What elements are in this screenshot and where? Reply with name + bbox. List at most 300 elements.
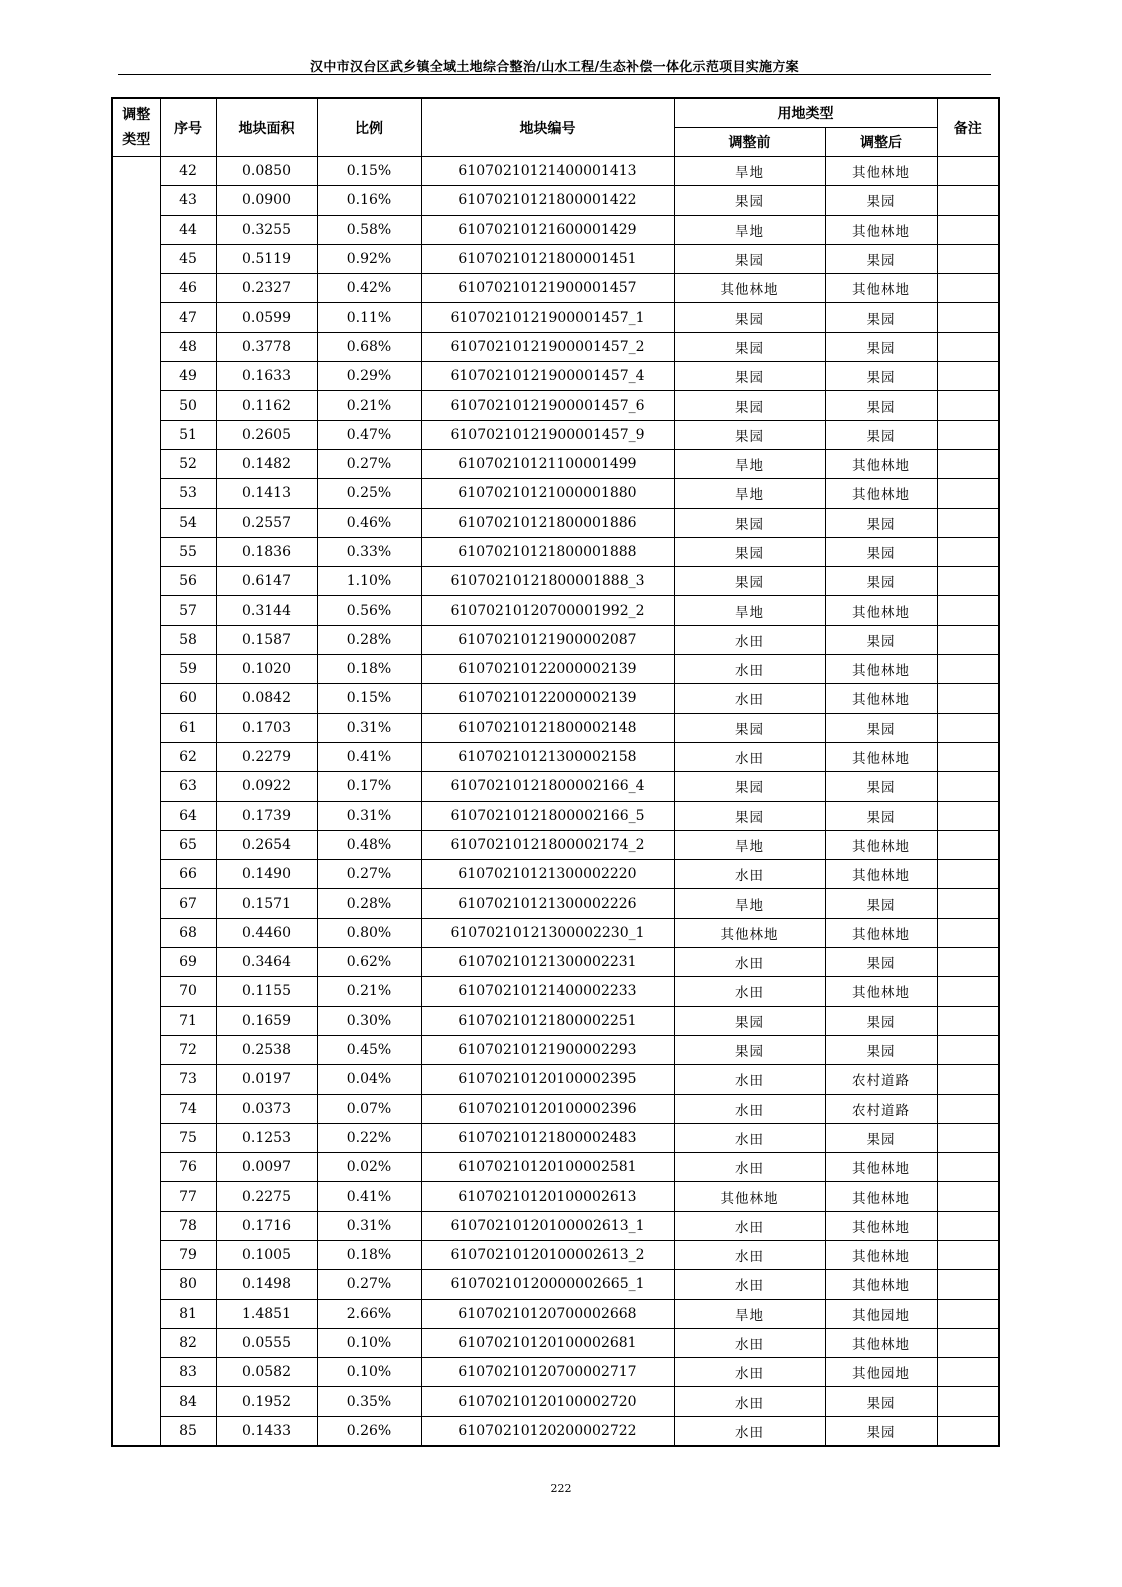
cell-ratio: 0.92%: [317, 244, 421, 273]
cell-ratio: 0.18%: [317, 1240, 421, 1269]
cell-before: 果园: [674, 244, 825, 273]
cell-ratio: 0.25%: [317, 479, 421, 508]
cell-area: 0.2557: [216, 508, 317, 537]
cell-area: 0.6147: [216, 567, 317, 596]
cell-ratio: 0.21%: [317, 391, 421, 420]
cell-seq: 54: [160, 508, 216, 537]
table-row: [112, 391, 999, 420]
cell-ratio: 0.46%: [317, 508, 421, 537]
table-row: [112, 1240, 999, 1269]
cell-after: 其他林地: [825, 684, 937, 713]
cell-plot-id: 61070210121800001886: [421, 508, 674, 537]
cell-before: 果园: [674, 713, 825, 742]
cell-area: 0.2538: [216, 1035, 317, 1064]
cell-ratio: 0.35%: [317, 1387, 421, 1416]
cell-before: 果园: [674, 508, 825, 537]
cell-area: 0.0850: [216, 157, 317, 186]
table-row: [112, 772, 999, 801]
cell-plot-id: 61070210121800002166_5: [421, 801, 674, 830]
cell-after: 果园: [825, 332, 937, 361]
cell-plot-id: 61070210121300002230_1: [421, 918, 674, 947]
cell-before: 水田: [674, 860, 825, 889]
cell-before: 水田: [674, 655, 825, 684]
cell-plot-id: 61070210120200002722: [421, 1416, 674, 1445]
cell-after: 果园: [825, 713, 937, 742]
cell-ratio: 0.26%: [317, 1416, 421, 1445]
cell-plot-id: 61070210120100002720: [421, 1387, 674, 1416]
page-header-title: 汉中市汉台区武乡镇全域土地综合整治/山水工程/生态补偿一体化示范项目实施方案: [310, 60, 799, 75]
cell-after: 果园: [825, 772, 937, 801]
cell-after: 其他林地: [825, 157, 937, 186]
cell-ratio: 0.31%: [317, 1211, 421, 1240]
cell-before: 其他林地: [674, 274, 825, 303]
cell-ratio: 0.15%: [317, 684, 421, 713]
cell-area: 0.2275: [216, 1182, 317, 1211]
cell-ratio: 0.42%: [317, 274, 421, 303]
table-row: [112, 1211, 999, 1240]
cell-area: 0.1155: [216, 977, 317, 1006]
cell-before: 水田: [674, 684, 825, 713]
cell-area: 0.1836: [216, 537, 317, 566]
cell-seq: 57: [160, 596, 216, 625]
header-before: 调整前: [674, 128, 825, 157]
cell-after: 果园: [825, 1123, 937, 1152]
cell-seq: 79: [160, 1240, 216, 1269]
cell-ratio: 0.80%: [317, 918, 421, 947]
cell-area: 0.0900: [216, 186, 317, 215]
cell-note: [937, 537, 999, 566]
cell-note: [937, 596, 999, 625]
cell-area: 0.1703: [216, 713, 317, 742]
cell-before: 水田: [674, 977, 825, 1006]
cell-plot-id: 61070210121900002293: [421, 1035, 674, 1064]
cell-before: 旱地: [674, 830, 825, 859]
cell-before: 果园: [674, 420, 825, 449]
cell-note: [937, 449, 999, 478]
cell-note: [937, 1035, 999, 1064]
cell-seq: 77: [160, 1182, 216, 1211]
cell-plot-id: 61070210120100002395: [421, 1065, 674, 1094]
cell-after: 果园: [825, 567, 937, 596]
table-row: [112, 567, 999, 596]
table-row: [112, 274, 999, 303]
cell-seq: 58: [160, 625, 216, 654]
cell-area: 0.2605: [216, 420, 317, 449]
cell-seq: 60: [160, 684, 216, 713]
cell-area: 0.1482: [216, 449, 317, 478]
cell-after: 其他林地: [825, 977, 937, 1006]
cell-area: 0.1587: [216, 625, 317, 654]
cell-note: [937, 215, 999, 244]
cell-note: [937, 1270, 999, 1299]
cell-note: [937, 772, 999, 801]
cell-seq: 44: [160, 215, 216, 244]
cell-note: [937, 362, 999, 391]
table-row: [112, 157, 999, 186]
cell-note: [937, 1240, 999, 1269]
table-row: [112, 303, 999, 332]
table-row: [112, 948, 999, 977]
cell-after: 果园: [825, 1006, 937, 1035]
table-row: [112, 1094, 999, 1123]
cell-seq: 46: [160, 274, 216, 303]
cell-seq: 62: [160, 742, 216, 771]
cell-after: 果园: [825, 362, 937, 391]
cell-note: [937, 1006, 999, 1035]
cell-ratio: 0.16%: [317, 186, 421, 215]
cell-seq: 65: [160, 830, 216, 859]
cell-note: [937, 713, 999, 742]
cell-ratio: 0.41%: [317, 1182, 421, 1211]
cell-plot-id: 61070210121900001457_4: [421, 362, 674, 391]
cell-plot-id: 61070210121100001499: [421, 449, 674, 478]
cell-after: 其他林地: [825, 1153, 937, 1182]
cell-seq: 72: [160, 1035, 216, 1064]
table-row: [112, 625, 999, 654]
cell-note: [937, 948, 999, 977]
cell-plot-id: 61070210121900001457_1: [421, 303, 674, 332]
cell-after: 果园: [825, 1035, 937, 1064]
cell-ratio: 0.10%: [317, 1358, 421, 1387]
table-row: [112, 977, 999, 1006]
cell-before: 水田: [674, 1153, 825, 1182]
table-row: [112, 362, 999, 391]
header-area: 地块面积: [216, 98, 317, 157]
cell-note: [937, 655, 999, 684]
cell-ratio: 0.62%: [317, 948, 421, 977]
cell-before: 果园: [674, 303, 825, 332]
cell-plot-id: 61070210122000002139: [421, 684, 674, 713]
cell-after: 其他林地: [825, 449, 937, 478]
cell-ratio: 0.22%: [317, 1123, 421, 1152]
cell-ratio: 0.56%: [317, 596, 421, 625]
cell-note: [937, 1387, 999, 1416]
cell-plot-id: 61070210121800002166_4: [421, 772, 674, 801]
table-row: [112, 830, 999, 859]
cell-after: 其他园地: [825, 1358, 937, 1387]
cell-after: 其他林地: [825, 274, 937, 303]
cell-ratio: 0.45%: [317, 1035, 421, 1064]
cell-seq: 52: [160, 449, 216, 478]
cell-before: 旱地: [674, 157, 825, 186]
cell-ratio: 0.28%: [317, 889, 421, 918]
cell-ratio: 1.10%: [317, 567, 421, 596]
cell-plot-id: 61070210121800001422: [421, 186, 674, 215]
cell-note: [937, 1299, 999, 1328]
table-row: [112, 332, 999, 361]
cell-note: [937, 742, 999, 771]
cell-seq: 71: [160, 1006, 216, 1035]
cell-before: 果园: [674, 186, 825, 215]
cell-ratio: 0.10%: [317, 1328, 421, 1357]
table-row: [112, 449, 999, 478]
cell-seq: 63: [160, 772, 216, 801]
cell-area: 0.1716: [216, 1211, 317, 1240]
table-body: [112, 157, 999, 1446]
header-plot-id: 地块编号: [421, 98, 674, 157]
cell-before: 水田: [674, 742, 825, 771]
cell-plot-id: 61070210120100002613_2: [421, 1240, 674, 1269]
cell-note: [937, 244, 999, 273]
cell-area: 0.2327: [216, 274, 317, 303]
cell-seq: 70: [160, 977, 216, 1006]
cell-before: 水田: [674, 948, 825, 977]
cell-before: 果园: [674, 801, 825, 830]
cell-after: 果园: [825, 244, 937, 273]
cell-plot-id: 61070210121800001451: [421, 244, 674, 273]
cell-ratio: 0.58%: [317, 215, 421, 244]
cell-seq: 78: [160, 1211, 216, 1240]
cell-ratio: 0.07%: [317, 1094, 421, 1123]
cell-note: [937, 1182, 999, 1211]
cell-ratio: 0.68%: [317, 332, 421, 361]
cell-seq: 80: [160, 1270, 216, 1299]
cell-before: 果园: [674, 332, 825, 361]
cell-seq: 43: [160, 186, 216, 215]
cell-ratio: 0.27%: [317, 449, 421, 478]
cell-before: 果园: [674, 537, 825, 566]
cell-ratio: 0.41%: [317, 742, 421, 771]
cell-ratio: 0.31%: [317, 801, 421, 830]
cell-seq: 48: [160, 332, 216, 361]
cell-adjust-type: [112, 157, 160, 1446]
cell-after: 果园: [825, 1416, 937, 1445]
cell-plot-id: 61070210121800001888_3: [421, 567, 674, 596]
cell-seq: 74: [160, 1094, 216, 1123]
cell-note: [937, 332, 999, 361]
cell-area: 0.1020: [216, 655, 317, 684]
table-row: [112, 479, 999, 508]
cell-area: 0.0599: [216, 303, 317, 332]
header-after: 调整后: [825, 128, 937, 157]
cell-plot-id: 61070210121900002087: [421, 625, 674, 654]
cell-area: 0.1490: [216, 860, 317, 889]
cell-after: 果园: [825, 801, 937, 830]
cell-plot-id: 61070210121900001457_9: [421, 420, 674, 449]
cell-after: 其他园地: [825, 1299, 937, 1328]
cell-plot-id: 61070210121600001429: [421, 215, 674, 244]
cell-after: 其他林地: [825, 918, 937, 947]
cell-seq: 73: [160, 1065, 216, 1094]
cell-ratio: 0.21%: [317, 977, 421, 1006]
cell-after: 其他林地: [825, 215, 937, 244]
table-row: [112, 655, 999, 684]
cell-before: 果园: [674, 391, 825, 420]
header-ratio: 比例: [317, 98, 421, 157]
cell-seq: 59: [160, 655, 216, 684]
cell-plot-id: 61070210121400002233: [421, 977, 674, 1006]
cell-ratio: 0.15%: [317, 157, 421, 186]
cell-seq: 61: [160, 713, 216, 742]
cell-seq: 45: [160, 244, 216, 273]
table-row: [112, 1387, 999, 1416]
cell-seq: 84: [160, 1387, 216, 1416]
cell-area: 0.1739: [216, 801, 317, 830]
cell-plot-id: 61070210121900001457: [421, 274, 674, 303]
cell-before: 水田: [674, 1416, 825, 1445]
cell-before: 水田: [674, 1094, 825, 1123]
cell-before: 旱地: [674, 1299, 825, 1328]
table-row: [112, 684, 999, 713]
cell-plot-id: 61070210122000002139: [421, 655, 674, 684]
cell-after: 果园: [825, 537, 937, 566]
cell-note: [937, 157, 999, 186]
cell-after: 其他林地: [825, 655, 937, 684]
cell-before: 旱地: [674, 596, 825, 625]
cell-note: [937, 1065, 999, 1094]
cell-before: 旱地: [674, 479, 825, 508]
cell-ratio: 0.31%: [317, 713, 421, 742]
cell-plot-id: 61070210121900001457_6: [421, 391, 674, 420]
cell-note: [937, 1358, 999, 1387]
cell-ratio: 0.28%: [317, 625, 421, 654]
cell-note: [937, 420, 999, 449]
cell-before: 水田: [674, 1270, 825, 1299]
cell-seq: 82: [160, 1328, 216, 1357]
cell-note: [937, 860, 999, 889]
cell-after: 其他林地: [825, 860, 937, 889]
cell-note: [937, 1094, 999, 1123]
cell-seq: 67: [160, 889, 216, 918]
cell-after: 其他林地: [825, 1328, 937, 1357]
cell-seq: 83: [160, 1358, 216, 1387]
cell-area: 0.1005: [216, 1240, 317, 1269]
cell-after: 其他林地: [825, 1182, 937, 1211]
cell-before: 果园: [674, 567, 825, 596]
cell-after: 其他林地: [825, 1270, 937, 1299]
cell-plot-id: 61070210121300002226: [421, 889, 674, 918]
cell-area: 0.1659: [216, 1006, 317, 1035]
land-adjustment-table: [111, 97, 1000, 1447]
cell-note: [937, 391, 999, 420]
cell-plot-id: 61070210121300002158: [421, 742, 674, 771]
cell-plot-id: 61070210121800002483: [421, 1123, 674, 1152]
cell-plot-id: 61070210121900001457_2: [421, 332, 674, 361]
cell-ratio: 0.17%: [317, 772, 421, 801]
cell-area: 0.0097: [216, 1153, 317, 1182]
table-row: [112, 713, 999, 742]
cell-plot-id: 61070210121000001880: [421, 479, 674, 508]
cell-area: 0.0197: [216, 1065, 317, 1094]
header-adjust-type: 调整类型: [112, 98, 160, 157]
cell-area: 0.0842: [216, 684, 317, 713]
cell-seq: 66: [160, 860, 216, 889]
cell-seq: 85: [160, 1416, 216, 1445]
cell-after: 果园: [825, 508, 937, 537]
table-row: [112, 1153, 999, 1182]
cell-note: [937, 567, 999, 596]
table-row: [112, 889, 999, 918]
cell-plot-id: 61070210120700002717: [421, 1358, 674, 1387]
cell-seq: 47: [160, 303, 216, 332]
table-row: [112, 244, 999, 273]
cell-area: 0.1498: [216, 1270, 317, 1299]
cell-area: 0.1253: [216, 1123, 317, 1152]
cell-after: 果园: [825, 186, 937, 215]
cell-after: 农村道路: [825, 1094, 937, 1123]
table-row: [112, 1006, 999, 1035]
cell-area: 0.1633: [216, 362, 317, 391]
table-row: [112, 918, 999, 947]
cell-ratio: 0.27%: [317, 860, 421, 889]
cell-after: 果园: [825, 391, 937, 420]
header-note: 备注: [937, 98, 999, 157]
cell-area: 0.1571: [216, 889, 317, 918]
cell-note: [937, 1123, 999, 1152]
cell-ratio: 0.48%: [317, 830, 421, 859]
cell-seq: 49: [160, 362, 216, 391]
cell-before: 果园: [674, 362, 825, 391]
cell-plot-id: 61070210121300002220: [421, 860, 674, 889]
cell-seq: 76: [160, 1153, 216, 1182]
cell-before: 水田: [674, 1123, 825, 1152]
cell-area: 0.3464: [216, 948, 317, 977]
cell-area: 0.4460: [216, 918, 317, 947]
cell-note: [937, 977, 999, 1006]
cell-area: 0.0373: [216, 1094, 317, 1123]
cell-before: 水田: [674, 1211, 825, 1240]
cell-after: 果园: [825, 420, 937, 449]
cell-plot-id: 61070210120700002668: [421, 1299, 674, 1328]
cell-plot-id: 61070210120100002396: [421, 1094, 674, 1123]
cell-area: 0.1952: [216, 1387, 317, 1416]
table-row: [112, 1416, 999, 1445]
cell-seq: 56: [160, 567, 216, 596]
cell-note: [937, 274, 999, 303]
cell-plot-id: 61070210121800001888: [421, 537, 674, 566]
cell-ratio: 0.33%: [317, 537, 421, 566]
cell-after: 果园: [825, 1387, 937, 1416]
cell-ratio: 2.66%: [317, 1299, 421, 1328]
cell-plot-id: 61070210120100002613_1: [421, 1211, 674, 1240]
cell-area: 0.2279: [216, 742, 317, 771]
table-row: [112, 508, 999, 537]
cell-after: 其他林地: [825, 479, 937, 508]
cell-plot-id: 61070210121400001413: [421, 157, 674, 186]
cell-plot-id: 61070210121800002251: [421, 1006, 674, 1035]
cell-plot-id: 61070210120700001992_2: [421, 596, 674, 625]
cell-after: 其他林地: [825, 1211, 937, 1240]
cell-after: 果园: [825, 303, 937, 332]
cell-after: 果园: [825, 948, 937, 977]
cell-seq: 50: [160, 391, 216, 420]
cell-area: 0.1162: [216, 391, 317, 420]
cell-seq: 75: [160, 1123, 216, 1152]
cell-note: [937, 1328, 999, 1357]
cell-ratio: 0.47%: [317, 420, 421, 449]
cell-before: 其他林地: [674, 1182, 825, 1211]
table-row: [112, 420, 999, 449]
table-row: [112, 860, 999, 889]
header-divider: [118, 74, 991, 75]
table-row: [112, 801, 999, 830]
cell-ratio: 0.29%: [317, 362, 421, 391]
cell-note: [937, 830, 999, 859]
cell-ratio: 0.18%: [317, 655, 421, 684]
cell-note: [937, 1211, 999, 1240]
cell-before: 果园: [674, 772, 825, 801]
cell-before: 水田: [674, 1240, 825, 1269]
header-seq: 序号: [160, 98, 216, 157]
cell-seq: 42: [160, 157, 216, 186]
cell-area: 0.3255: [216, 215, 317, 244]
cell-before: 旱地: [674, 215, 825, 244]
cell-area: 0.5119: [216, 244, 317, 273]
cell-plot-id: 61070210121800002148: [421, 713, 674, 742]
cell-plot-id: 61070210120100002613: [421, 1182, 674, 1211]
cell-seq: 55: [160, 537, 216, 566]
cell-before: 水田: [674, 1065, 825, 1094]
